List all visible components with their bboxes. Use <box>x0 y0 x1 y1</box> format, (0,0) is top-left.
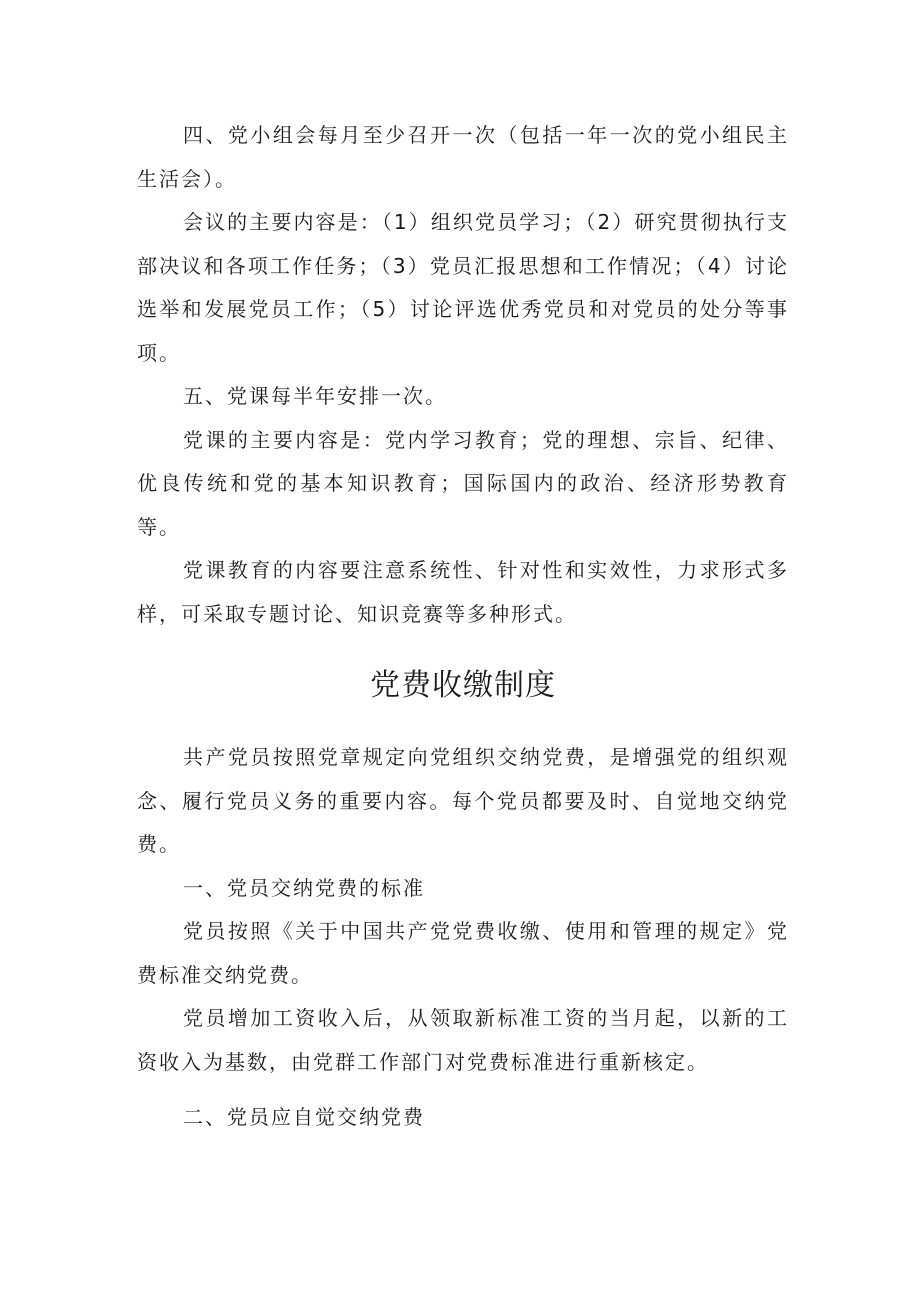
document-body <box>137 114 789 1140</box>
paragraph-dues-standard: 党员按照《关于中国共产党党费收缴、使用和管理的规定》党费标准交纳党费。 <box>137 919 789 987</box>
paragraph-dues-voluntary-heading: 二、党员应自觉交纳党费 <box>183 1105 425 1129</box>
paragraph-lecture-content: 党课的主要内容是：党内学习教育；党的理想、宗旨、纪律、优良传统和党的基本知识教育；国际国内的政治、经济形势教育等。 <box>137 427 789 539</box>
paragraph-dues-intro: 共产党员按照党章规定向党组织交纳党费，是增强党的组织观念、履行党员义务的重要内容。每个党员都要及时、自觉地交纳党费。 <box>137 745 789 856</box>
paragraph-meeting-content: 会议的主要内容是：（1）组织党员学习；（2）研究贯彻执行支部决议和各项工作任务；（3）党员汇报思想和工作情况；（4）讨论选举和发展党员工作；（5）讨论评选优秀党员和对党员的处分等事项。 <box>137 210 789 365</box>
paragraph-dues-standard-heading: 一、党员交纳党费的标准 <box>183 875 425 900</box>
paragraph-party-group-meeting: 四、党小组会每月至少召开一次（包括一年一次的党小组民主生活会）。 <box>137 123 789 191</box>
paragraph-lecture-form: 党课教育的内容要注意系统性、针对性和实效性，力求形式多样，可采取专题讨论、知识竞赛等多种形式。 <box>137 558 789 626</box>
paragraph-party-lecture-schedule: 五、党课每半年安排一次。 <box>183 384 447 408</box>
paragraph-dues-adjustment: 党员增加工资收入后，从领取新标准工资的当月起，以新的工资收入为基数，由党群工作部门对党费标准进行重新核定。 <box>137 1006 789 1074</box>
section-title: 党费收缴制度 <box>370 668 556 703</box>
